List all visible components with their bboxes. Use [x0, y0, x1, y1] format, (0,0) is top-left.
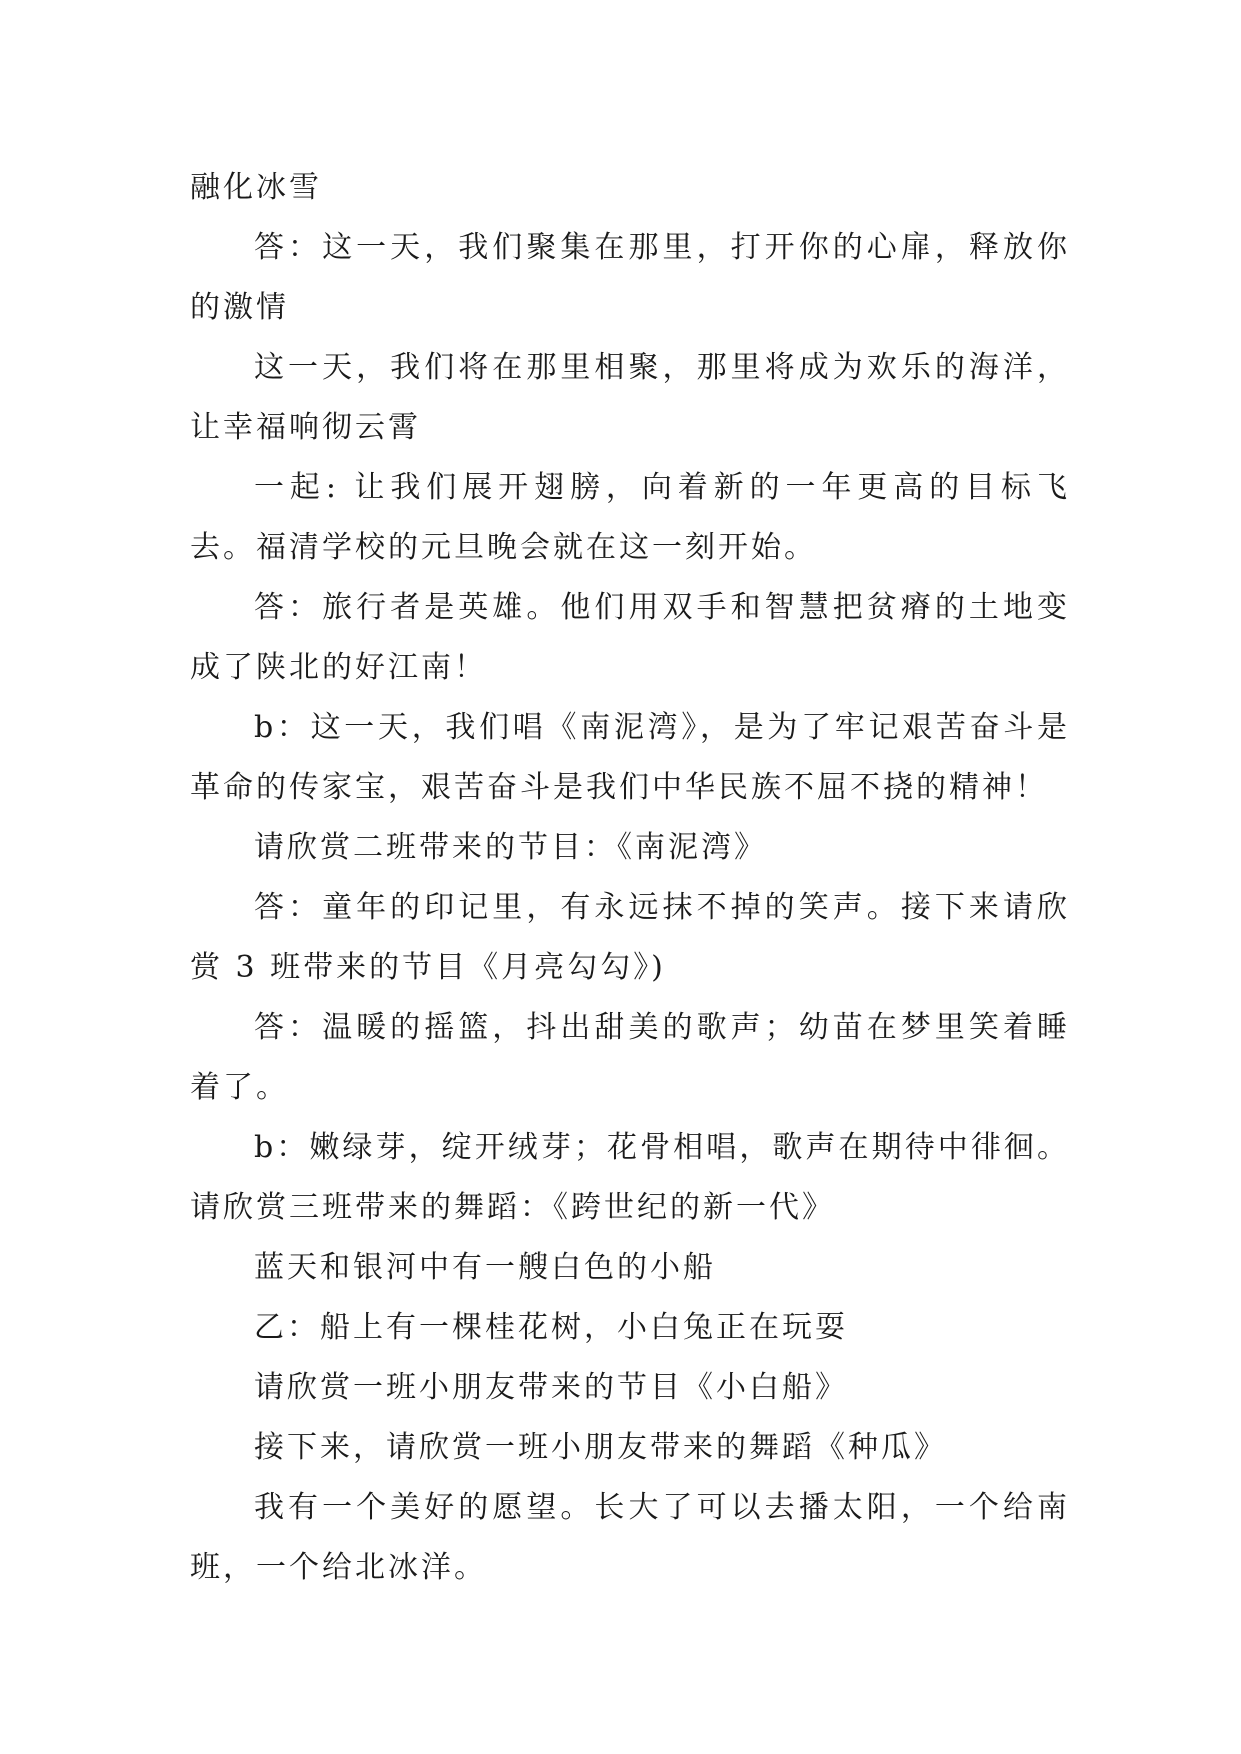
paragraph: 一起: 让我们展开翅膀，向着新的一年更高的目标飞去。福清学校的元旦晚会就在这一刻开始。 — [190, 470, 1070, 565]
paragraph: 蓝天和银河中有一艘白色的小船 — [254, 1250, 716, 1285]
paragraph: b：嫩绿芽，绽开绒芽；花骨相唱，歌声在期待中徘徊。请欣赏三班带来的舞蹈：《跨世纪的新一代》 — [190, 1130, 1070, 1225]
paragraph: 答：温暖的摇篮，抖出甜美的歌声；幼苗在梦里笑着睡着了。 — [190, 1010, 1070, 1105]
paragraph: 这一天，我们将在那里相聚，那里将成为欢乐的海洋，让幸福响彻云霄 — [190, 350, 1070, 445]
paragraph: 答：这一天，我们聚集在那里，打开你的心扉，释放你的激情 — [190, 230, 1070, 325]
document-body — [190, 158, 1070, 1598]
paragraph: b：这一天，我们唱《南泥湾》，是为了牢记艰苦奋斗是革命的传家宝，艰苦奋斗是我们中华民族不屈不挠的精神！ — [190, 710, 1070, 805]
paragraph: 我有一个美好的愿望。长大了可以去播太阳，一个给南班，一个给北冰洋。 — [190, 1490, 1070, 1585]
paragraph: 答：旅行者是英雄。他们用双手和智慧把贫瘠的土地变成了陕北的好江南！ — [190, 590, 1070, 685]
paragraph: 答：童年的印记里，有永远抹不掉的笑声。接下来请欣赏 3 班带来的节目《月亮勾勾》) — [190, 890, 1070, 985]
paragraph: 融化冰雪 — [190, 170, 322, 205]
paragraph: 请欣赏一班小朋友带来的节目《小白船》 — [254, 1370, 848, 1405]
paragraph: 乙：船上有一棵桂花树，小白兔正在玩耍 — [254, 1310, 848, 1345]
paragraph: 接下来，请欣赏一班小朋友带来的舞蹈《种瓜》 — [254, 1430, 947, 1465]
paragraph: 请欣赏二班带来的节目：《南泥湾》 — [254, 830, 767, 865]
